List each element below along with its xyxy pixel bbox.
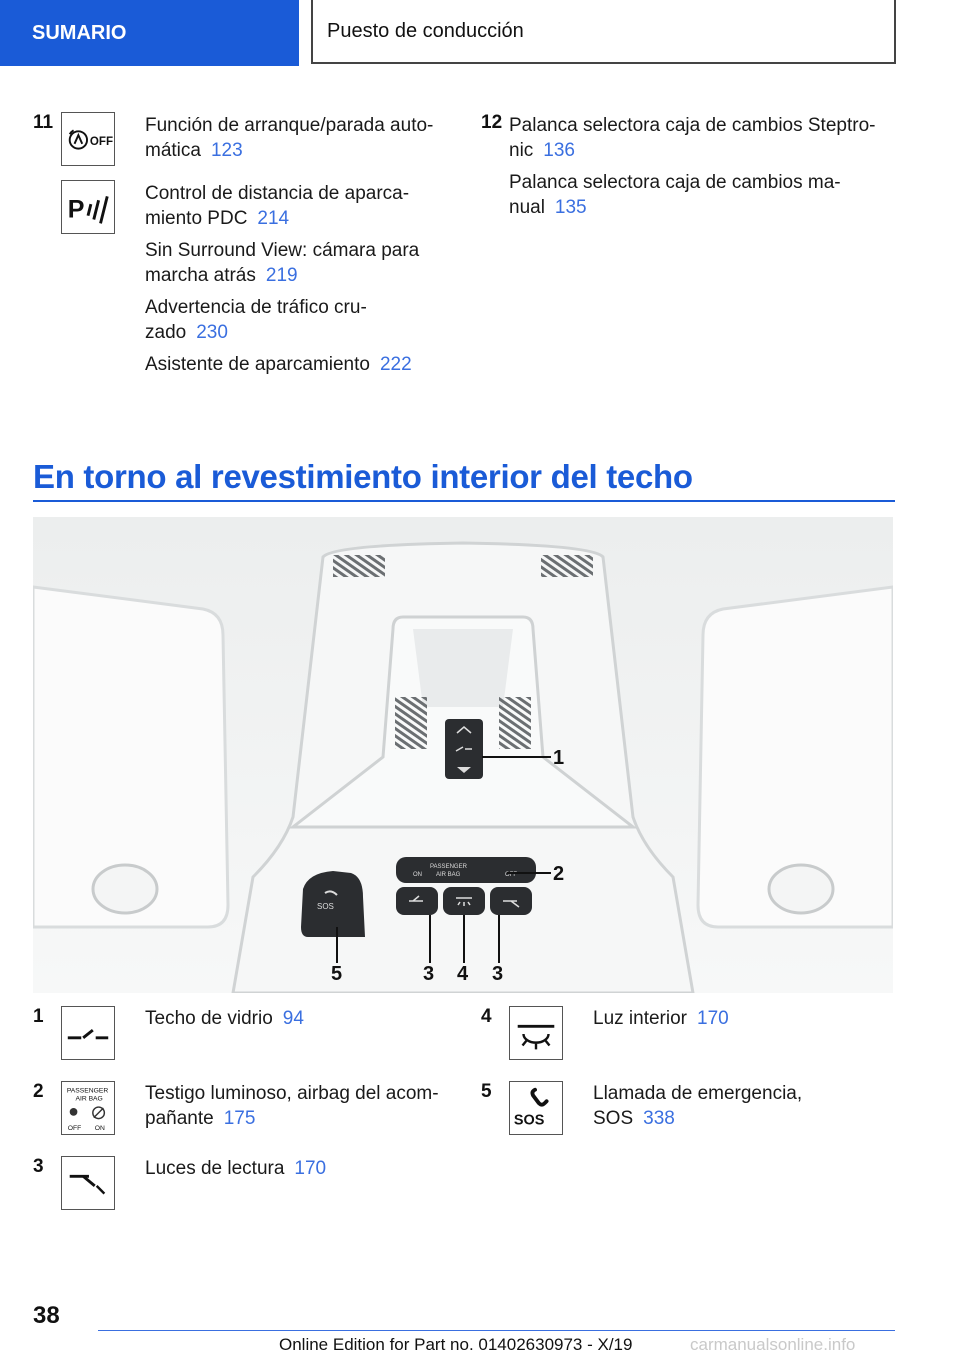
legend-item-4: Luz interior 170	[593, 1008, 729, 1029]
legend-number-5: 5	[481, 1081, 492, 1102]
footer-divider	[98, 1330, 895, 1331]
svg-text:AIR BAG: AIR BAG	[75, 1095, 103, 1103]
svg-text:OFF: OFF	[505, 872, 517, 878]
entry-cross-traffic: Advertencia de tráfico cru-zado 230	[145, 297, 367, 343]
svg-text:AIR BAG: AIR BAG	[436, 872, 461, 878]
legend-number-4: 4	[481, 1006, 492, 1027]
legend-item-1: Techo de vidrio 94	[145, 1008, 304, 1029]
toc-tab-label: SUMARIO	[32, 21, 127, 44]
park-distance-control-icon	[61, 180, 115, 234]
page-number: 38	[33, 1302, 60, 1329]
svg-text:ON: ON	[413, 872, 422, 878]
callout-1: 1	[553, 747, 565, 769]
callout-5: 5	[331, 963, 343, 985]
item-number-12: 12	[481, 112, 503, 133]
svg-text:OFF: OFF	[89, 135, 114, 148]
legend-number-2: 2	[33, 1081, 44, 1102]
page-ref-link[interactable]: 135	[554, 197, 587, 218]
legend-item-3: Luces de lectura 170	[145, 1158, 327, 1179]
roof-console-photo	[33, 517, 893, 993]
passenger-airbag-indicator-icon	[61, 1081, 115, 1135]
page-ref-link[interactable]: 136	[543, 140, 575, 161]
page-ref-link[interactable]: 170	[294, 1158, 327, 1179]
page-ref-link[interactable]: 123	[210, 140, 243, 161]
entry-steptronic: Palanca selectora caja de cambios Steptro-nic 136	[509, 115, 876, 161]
entry-manual-gearbox: Palanca selectora caja de cambios ma-nual 135	[509, 172, 841, 218]
toc-tab[interactable]	[0, 0, 299, 66]
callout-4: 4	[457, 963, 469, 985]
glass-roof-icon	[61, 1006, 115, 1060]
section-header-label: Puesto de conducción	[327, 19, 524, 42]
entry-rear-camera: Sin Surround View: cámara para marcha atrás 219	[145, 240, 420, 286]
item-11-entries	[145, 113, 445, 384]
svg-text:PASSENGER: PASSENGER	[66, 1087, 109, 1095]
page-ref-link[interactable]: 338	[643, 1108, 675, 1129]
svg-text:PASSENGER: PASSENGER	[430, 864, 467, 870]
svg-text:SOS: SOS	[317, 902, 334, 911]
legend-number-3: 3	[33, 1156, 44, 1177]
page-ref-link[interactable]: 219	[265, 265, 298, 286]
legend-number-1: 1	[33, 1006, 44, 1027]
watermark: carmanualsonline.info	[690, 1335, 856, 1354]
sos-call-icon	[509, 1081, 563, 1135]
auto-start-stop-off-icon	[61, 112, 115, 166]
svg-text:P: P	[67, 195, 85, 224]
svg-text:OFF: OFF	[67, 1125, 82, 1133]
interior-light-icon	[509, 1006, 563, 1060]
callout-3a: 3	[423, 963, 435, 985]
legend-item-5: Llamada de emergencia, SOS 338	[593, 1083, 803, 1129]
legend-item-2: Testigo luminoso, airbag del acom-pañante 175	[145, 1083, 439, 1129]
svg-text:ON: ON	[94, 1125, 105, 1133]
callout-2: 2	[553, 863, 565, 885]
entry-pdc: Control de distancia de aparca-miento PDC 214	[145, 183, 410, 229]
page-ref-link[interactable]: 94	[282, 1008, 304, 1029]
item-number-11: 11	[33, 112, 54, 133]
svg-text:SOS: SOS	[513, 1112, 545, 1129]
section-title: En torno al revestimiento interior del techo	[33, 458, 693, 495]
page-ref-link[interactable]: 170	[697, 1008, 729, 1029]
item-12-entries	[509, 113, 889, 227]
footer-edition: Online Edition for Part no. 01402630973 - X/19	[279, 1335, 633, 1354]
page-ref-link[interactable]: 175	[223, 1108, 256, 1129]
reading-light-icon	[61, 1156, 115, 1210]
page-ref-link[interactable]: 230	[196, 322, 228, 343]
section-divider	[33, 500, 895, 502]
page-ref-link[interactable]: 222	[379, 354, 412, 375]
entry-parking-assistant: Asistente de aparcamiento 222	[145, 354, 412, 375]
page-ref-link[interactable]: 214	[257, 208, 290, 229]
entry-auto-start-stop: Función de arranque/parada auto-mática 123	[145, 115, 434, 161]
callout-3b: 3	[492, 963, 504, 985]
section-header	[311, 0, 896, 64]
